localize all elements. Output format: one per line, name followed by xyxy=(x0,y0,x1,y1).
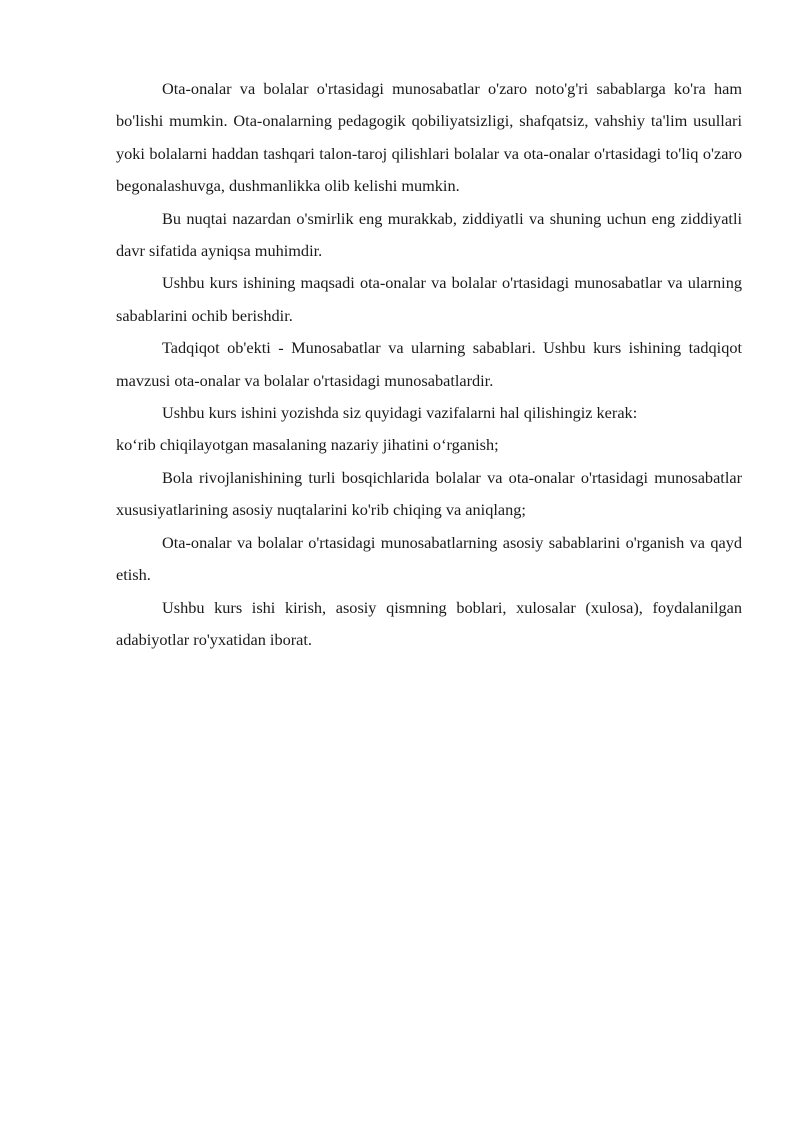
paragraph-7: Bola rivojlanishining turli bosqichlarida bolalar va ota-onalar o'rtasidagi munosabatlar xususiyatlarining asosiy nuqtalarini ko'rib chiqing va aniqlang; xyxy=(116,467,742,520)
paragraph-1: Ota-onalar va bolalar o'rtasidagi munosabatlar o'zaro noto'g'ri sabablarga ko'ra ham bo'lishi mumkin. Ota-onalarning pedagogik qobiliyatsizligi, shafqatsiz, vahshiy ta'lim usullari yoki bolalarni haddan tashqari talon-taroj qilishlari bolalar va ota-onalar o'rtasidagi to'liq o'zaro begonalashuvga, dushmanlikka olib kelishi mumkin. xyxy=(116,79,742,196)
paragraph-4: Tadqiqot ob'ekti - Munosabatlar va ularning sabablari. Ushbu kurs ishining tadqiqot mavzusi ota-onalar va bolalar o'rtasidagi munosabatlardir. xyxy=(116,338,742,390)
paragraph-8: Ota-onalar va bolalar o'rtasidagi munosabatlarning asosiy sabablarini o'rganish va qayd etish. xyxy=(116,532,742,585)
paragraph-2: Bu nuqtai nazardan o'smirlik eng murakkab, ziddiyatli va shuning uchun eng ziddiyatli davr sifatida ayniqsa muhimdir. xyxy=(116,208,742,261)
paragraph-9: Ushbu kurs ishi kirish, asosiy qismning boblari, xulosalar (xulosa), foydalanilgan adabiyotlar ro'yxatidan iborat. xyxy=(116,597,742,649)
paragraph-5: Ushbu kurs ishini yozishda siz quyidagi vazifalarni hal qilishingiz kerak: xyxy=(162,403,638,423)
paragraph-6: ko‘rib chiqilayotgan masalaning nazariy jihatini o‘rganish; xyxy=(116,435,499,455)
paragraph-3: Ushbu kurs ishining maqsadi ota-onalar va bolalar o'rtasidagi munosabatlar va ularning sabablarini ochib berishdir. xyxy=(116,273,742,325)
document-body xyxy=(116,73,742,656)
